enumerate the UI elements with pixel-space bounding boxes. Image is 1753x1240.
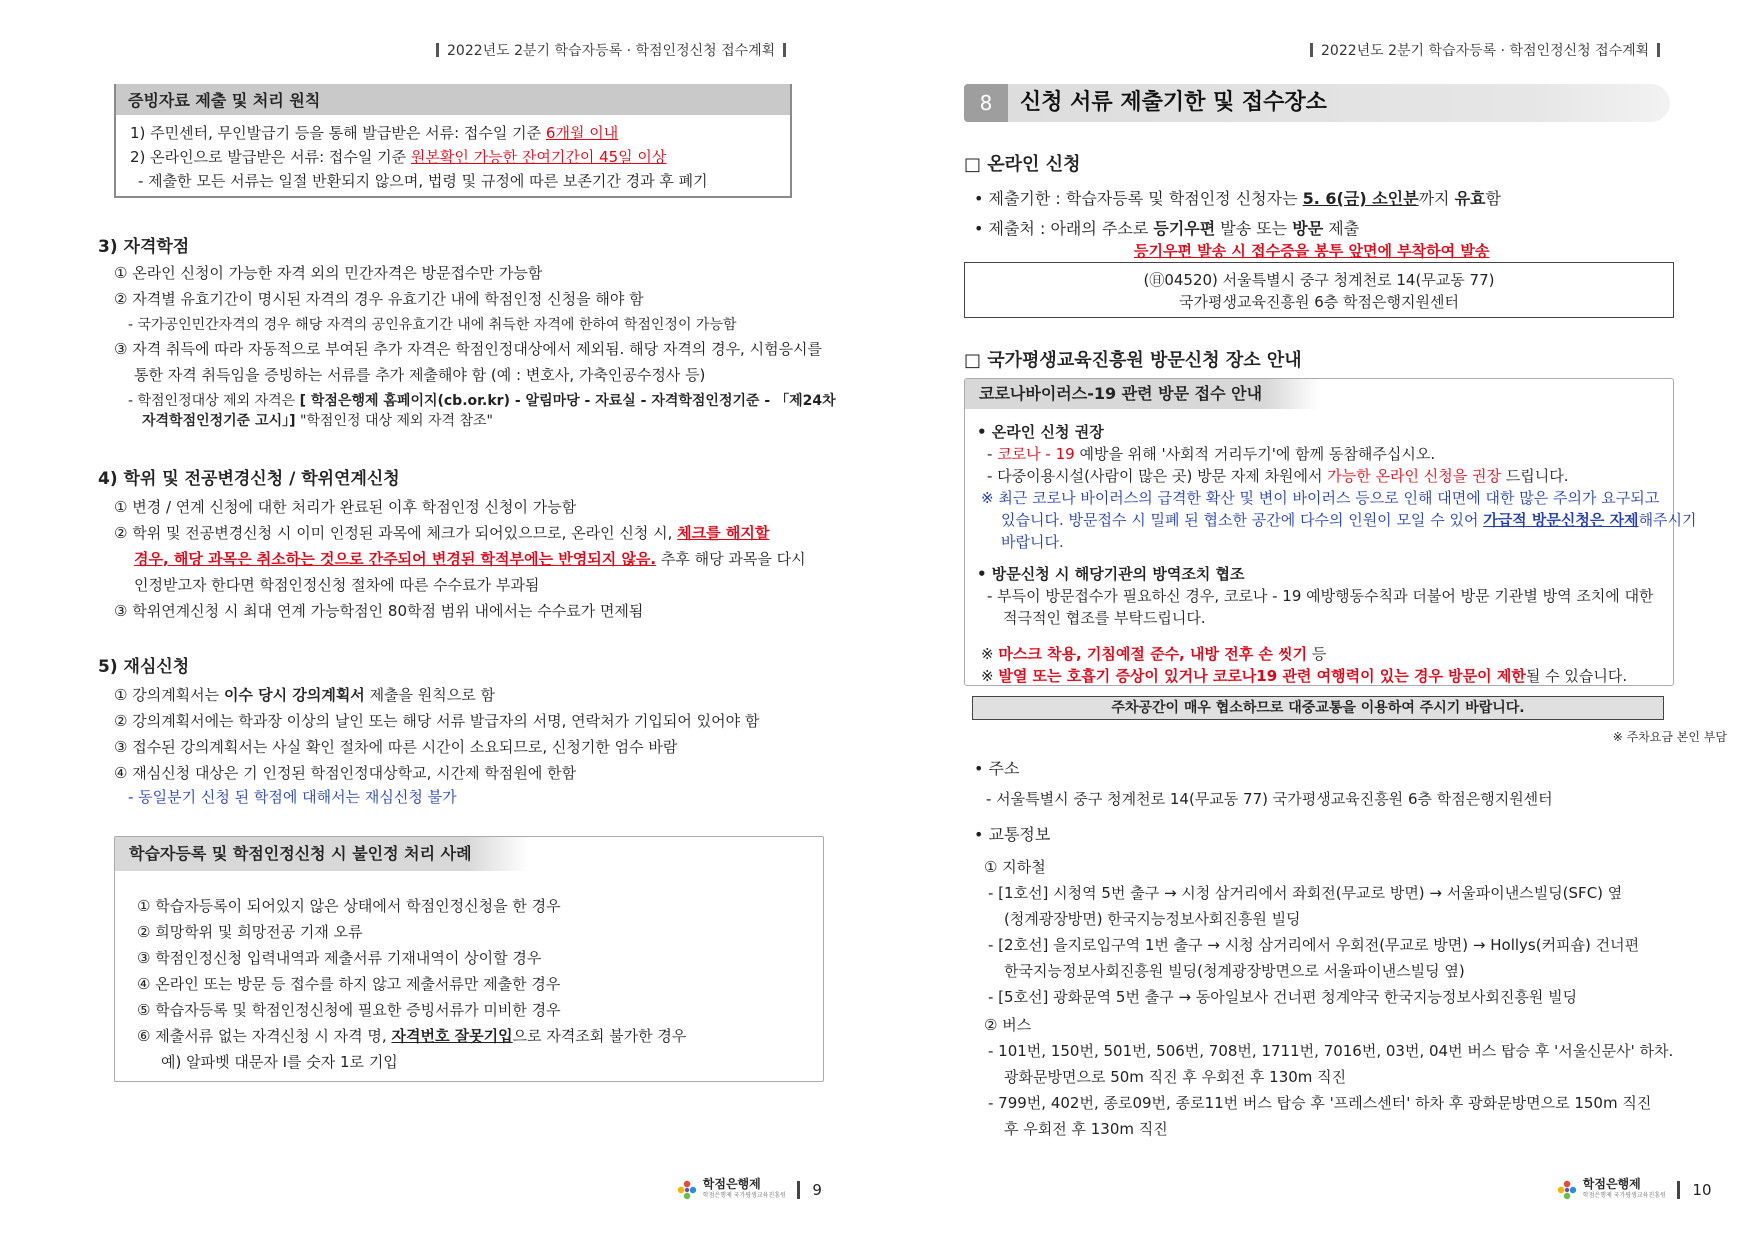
s3-line-7: 자격학점인정기준 고시」] "학점인정 대상 제외 자격 참조" bbox=[142, 413, 493, 429]
covid-box-title: 코로나바이러스-19 관련 방문 접수 안내 bbox=[965, 379, 1319, 409]
subway-line-3: - [2호선] 을지로입구역 1번 출구 → 시청 삼거리에서 우회전(무교로 방면) → Hollys(커피숍) 건너편 bbox=[988, 936, 1640, 954]
address-line-2: 국가평생교육진흥원 6층 학점은행지원센터 bbox=[1179, 293, 1459, 311]
s4-line-4: 인정받고자 한다면 학점인정신청 절차에 따른 수수료가 부과됨 bbox=[134, 576, 540, 594]
s3-line-2: ② 자격별 유효기간이 명시된 자격의 경우 유효기간 내에 학점인정 신청을 해야 함 bbox=[114, 290, 644, 308]
online-heading: □ 온라인 신청 bbox=[964, 154, 1081, 175]
covid-note-1: ※ 마스크 착용, 기침예절 준수, 내방 전후 손 씻기 등 bbox=[981, 645, 1327, 663]
covid-b1-line-4: 있습니다. 방문접수 시 밀폐 된 협소한 공간에 다수의 인원이 모일 수 있어 가급적 방문신청은 자제해주시기 bbox=[1001, 511, 1697, 529]
bus-line-1: - 101번, 150번, 501번, 506번, 708번, 1711번, 7016번, 03번, 04번 버스 탑승 후 '서울신문사' 하차. bbox=[988, 1042, 1674, 1060]
header-bar bbox=[436, 43, 439, 57]
subway-heading: ① 지하철 bbox=[984, 858, 1046, 876]
page-number: 9 bbox=[812, 1181, 822, 1199]
running-header-text: 2022년도 2분기 학습자등록 · 학점인정신청 접수계획 bbox=[1321, 43, 1650, 59]
covid-box bbox=[964, 378, 1697, 686]
s5-line-3: ③ 접수된 강의계획서는 사실 확인 절차에 따른 시간이 소요되므로, 신청기한 엄수 바람 bbox=[114, 738, 678, 756]
right-page bbox=[876, 0, 1753, 1240]
left-page bbox=[0, 0, 876, 1240]
s4-line-2: ② 학위 및 전공변경신청 시 이미 인정된 과목에 체크가 되어있으므로, 온라인 신청 시, 체크를 해지할 bbox=[114, 524, 770, 542]
evidence-item-3: - 제출한 모든 서류는 일절 반환되지 않으며, 법령 및 규정에 따른 보존기간 경과 후 폐기 bbox=[138, 172, 708, 190]
header-bar bbox=[783, 43, 786, 57]
online-line-3: 등기우편 발송 시 접수증을 봉투 앞면에 부착하여 발송 bbox=[1134, 242, 1490, 260]
s3-line-6: - 학점인정대상 제외 자격은 [ 학점은행제 홈페이지(cb.or.kr) - 알림마당 - 자료실 - 자격학점인정기준 - 「제24차 bbox=[128, 393, 836, 409]
s3-line-1: ① 온라인 신청이 가능한 자격 외의 민간자격은 방문접수만 가능함 bbox=[114, 264, 543, 282]
bus-line-4: 후 우회전 후 130m 직진 bbox=[1004, 1120, 1168, 1138]
reject-box-title: 학습자등록 및 학점인정신청 시 불인정 처리 사례 bbox=[115, 837, 529, 871]
s5-line-1: ① 강의계획서는 이수 당시 강의계획서 제출을 원칙으로 함 bbox=[114, 686, 496, 704]
address-box bbox=[964, 262, 1674, 318]
address-detail: - 서울특별시 중구 청계천로 14(무교동 77) 국가평생교육진흥원 6층 학점은행지원센터 bbox=[986, 790, 1553, 808]
footer-right bbox=[1556, 1178, 1712, 1202]
section-3-heading: 3) 자격학점 bbox=[98, 237, 190, 257]
footer-divider bbox=[1677, 1181, 1680, 1199]
covid-b2-line-1: - 부득이 방문접수가 필요하신 경우, 코로나 - 19 예방행동수칙과 더불어 방문 기관별 방역 조치에 대한 bbox=[987, 587, 1654, 605]
reject-line-1: ① 학습자등록이 되어있지 않은 상태에서 학점인정신청을 한 경우 bbox=[137, 897, 561, 915]
reject-line-5: ⑤ 학습자등록 및 학점인정신청에 필요한 증빙서류가 미비한 경우 bbox=[137, 1001, 561, 1019]
section-4-heading: 4) 학위 및 전공변경신청 / 학위연계신청 bbox=[98, 469, 400, 489]
address-heading: • 주소 bbox=[974, 759, 1020, 778]
evidence-box bbox=[114, 84, 792, 198]
covid-bullet-2: • 방문신청 시 해당기관의 방역조치 협조 bbox=[977, 565, 1245, 583]
covid-note-2: ※ 발열 또는 호흡기 증상이 있거나 코로나19 관련 여행력이 있는 경우 방문이 제한될 수 있습니다. bbox=[981, 667, 1628, 685]
bus-line-3: - 799번, 402번, 종로09번, 종로11번 버스 탑승 후 '프레스센터' 하차 후 광화문방면으로 150m 직진 bbox=[988, 1094, 1652, 1112]
online-line-1: • 제출기한 : 학습자등록 및 학점인정 신청자는 5. 6(금) 소인분까지 유효함 bbox=[974, 189, 1501, 208]
evidence-item-2: 2) 온라인으로 발급받은 서류: 접수일 기준 원본확인 가능한 잔여기간이 45일 이상 bbox=[130, 148, 667, 166]
evidence-item-1: 1) 주민센터, 무인발급기 등을 통해 발급받은 서류: 접수일 기준 6개월 이내 bbox=[130, 124, 619, 142]
covid-bullet-1: • 온라인 신청 권장 bbox=[977, 423, 1104, 441]
reject-box bbox=[114, 836, 824, 1082]
subway-line-5: - [5호선] 광화문역 5번 출구 → 동아일보사 건너편 청계약국 한국지능정보사회진흥원 빌딩 bbox=[988, 988, 1578, 1006]
online-line-2: • 제출처 : 아래의 주소로 등기우편 발송 또는 방문 제출 bbox=[974, 219, 1360, 238]
logo-icon bbox=[676, 1179, 698, 1201]
evidence-box-title: 증빙자료 제출 및 처리 원칙 bbox=[116, 84, 790, 115]
s4-line-1: ① 변경 / 연계 신청에 대한 처리가 완료된 이후 학점인정 신청이 가능함 bbox=[114, 498, 577, 516]
reject-line-3: ③ 학점인정신청 입력내역과 제출서류 기재내역이 상이할 경우 bbox=[137, 949, 542, 967]
covid-b1-line-2: - 다중이용시설(사람이 많은 곳) 방문 자제 차원에서 가능한 온라인 신청을 권장 드립니다. bbox=[987, 467, 1569, 485]
covid-b1-line-5: 바랍니다. bbox=[1001, 533, 1064, 551]
s3-line-5: 통한 자격 취득임을 증빙하는 서류를 추가 제출해야 함 (예 : 변호사, 가축인공수정사 등) bbox=[134, 366, 706, 384]
section-header bbox=[964, 84, 1670, 122]
transport-heading: • 교통정보 bbox=[974, 825, 1051, 844]
logo-text: 학점은행제 학점은행제 국가평생교육진흥원 bbox=[702, 1177, 786, 1199]
footer-left bbox=[676, 1178, 822, 1202]
footer-divider bbox=[797, 1181, 800, 1199]
covid-b1-line-1: - 코로나 - 19 예방을 위해 '사회적 거리두기'에 함께 동참해주십시오. bbox=[987, 445, 1436, 463]
bus-heading: ② 버스 bbox=[984, 1016, 1032, 1034]
bus-line-2: 광화문방면으로 50m 직진 후 우회전 후 130m 직진 bbox=[1004, 1068, 1347, 1086]
covid-b2-line-2: 적극적인 협조를 부탁드립니다. bbox=[1003, 609, 1206, 627]
running-header-text: 2022년도 2분기 학습자등록 · 학점인정신청 접수계획 bbox=[447, 43, 776, 59]
reject-line-4: ④ 온라인 또는 방문 등 접수를 하지 않고 제출서류만 제출한 경우 bbox=[137, 975, 561, 993]
parking-notice: 주차공간이 매우 협소하므로 대중교통을 이용하여 주시기 바랍니다. bbox=[972, 696, 1664, 720]
s5-line-2: ② 강의계획서에는 학과장 이상의 날인 또는 해당 서류 발급자의 서명, 연락처가 기입되어 있어야 함 bbox=[114, 712, 760, 730]
s3-line-4: ③ 자격 취득에 따라 자동적으로 부여된 추가 자격은 학점인정대상에서 제외됨. 해당 자격의 경우, 시험응시를 bbox=[114, 340, 823, 358]
covid-b1-line-3: ※ 최근 코로나 바이러스의 급격한 확산 및 변이 바이러스 등으로 인해 대면에 대한 많은 주의가 요구되고 bbox=[981, 489, 1660, 507]
section-5-heading: 5) 재심신청 bbox=[98, 657, 190, 677]
reject-line-6: ⑥ 제출서류 없는 자격신청 시 자격 명, 자격번호 잘못기입으로 자격조회 불가한 경우 bbox=[137, 1027, 687, 1045]
reject-line-2: ② 희망학위 및 희망전공 기재 오류 bbox=[137, 923, 363, 941]
subway-line-2: (청계광장방면) 한국지능정보사회진흥원 빌딩 bbox=[1004, 910, 1301, 928]
subway-line-4: 한국지능정보사회진흥원 빌딩(청계광장방면으로 서울파이낸스빌딩 옆) bbox=[1004, 962, 1465, 980]
running-header bbox=[1302, 40, 1668, 60]
running-header bbox=[428, 40, 794, 60]
header-bar bbox=[1310, 43, 1313, 57]
s4-line-3: 경우, 해당 과목은 취소하는 것으로 간주되어 변경된 학적부에는 반영되지 않음. 추후 해당 과목을 다시 bbox=[134, 550, 806, 568]
visit-heading: □ 국가평생교육진흥원 방문신청 장소 안내 bbox=[964, 350, 1302, 371]
s5-line-4: ④ 재심신청 대상은 기 인정된 학점인정대상학교, 시간제 학점원에 한함 bbox=[114, 764, 577, 782]
logo-icon bbox=[1556, 1179, 1578, 1201]
page-number: 10 bbox=[1692, 1181, 1712, 1199]
subway-line-1: - [1호선] 시청역 5번 출구 → 시청 삼거리에서 좌회전(무교로 방면) → 서울파이낸스빌딩(SFC) 옆 bbox=[988, 884, 1623, 902]
header-bar bbox=[1657, 43, 1660, 57]
logo-text: 학점은행제 학점은행제 국가평생교육진흥원 bbox=[1582, 1177, 1666, 1199]
section-number: 8 bbox=[964, 84, 1008, 122]
s4-line-5: ③ 학위연계신청 시 최대 연계 가능학점인 80학점 범위 내에서는 수수료가 면제됨 bbox=[114, 602, 644, 620]
address-line-1: (㊐04520) 서울특별시 중구 청계천로 14(무교동 77) bbox=[1143, 271, 1495, 289]
reject-line-7: 예) 알파벳 대문자 I를 숫자 1로 기입 bbox=[161, 1053, 398, 1071]
section-title: 신청 서류 제출기한 및 접수장소 bbox=[1020, 90, 1327, 115]
parking-fee-note: ※ 주차요금 본인 부담 bbox=[1612, 730, 1727, 744]
s3-line-3: - 국가공인민간자격의 경우 해당 자격의 공인유효기간 내에 취득한 자격에 한하여 학점인정이 가능함 bbox=[128, 317, 737, 333]
s5-line-5: - 동일분기 신청 된 학점에 대해서는 재심신청 불가 bbox=[128, 788, 457, 806]
